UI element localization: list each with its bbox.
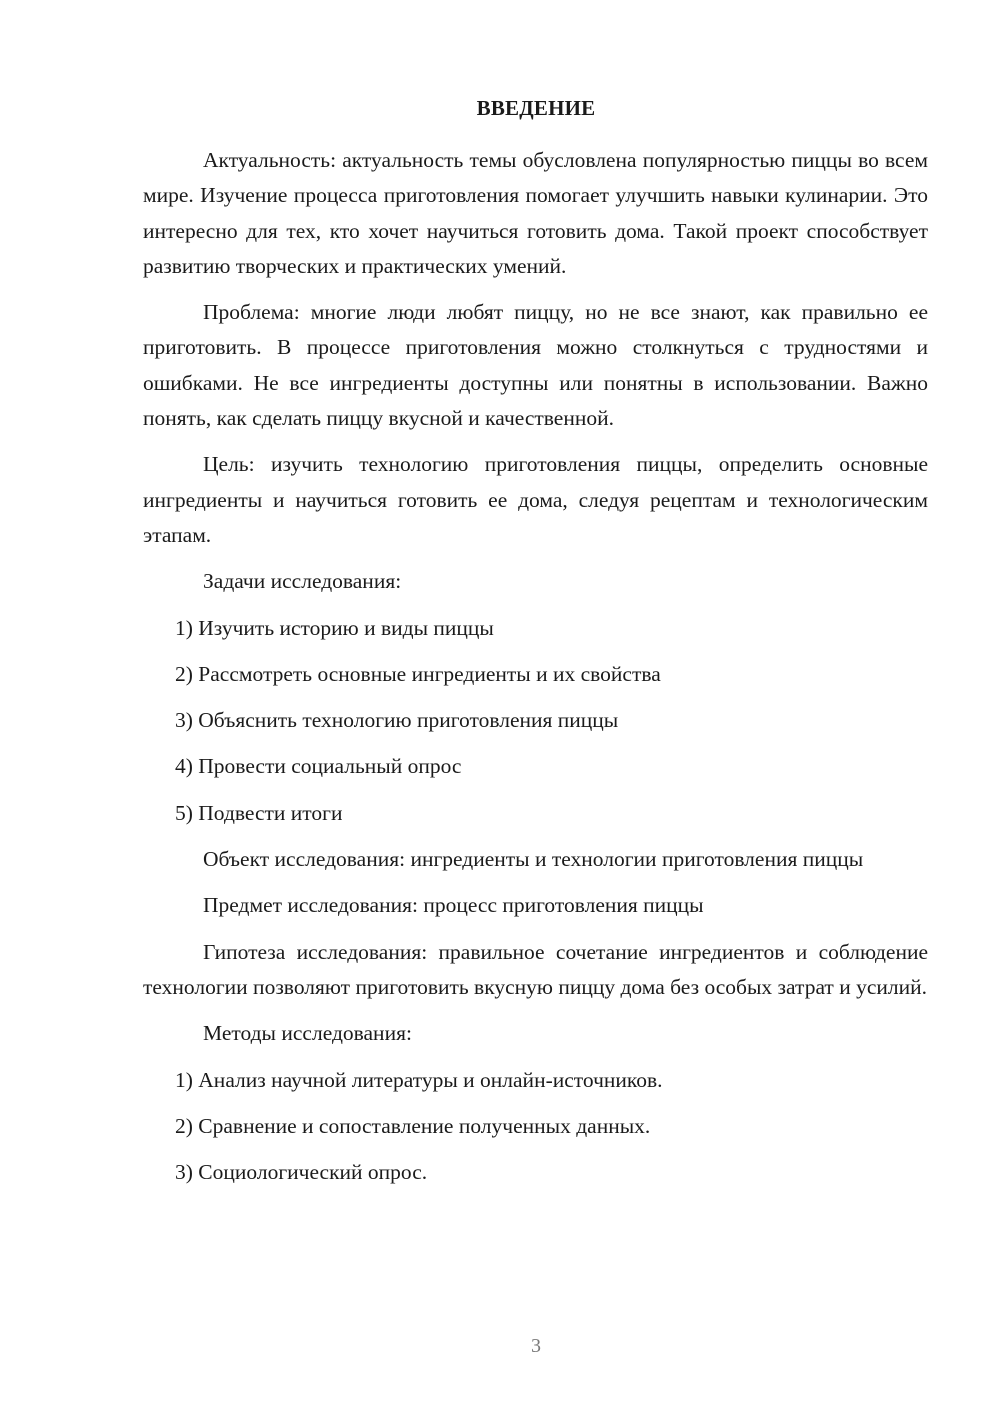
methods-label: Методы исследования: <box>203 1021 412 1046</box>
method-item-2: 2) Сравнение и сопоставление полученных данных. <box>175 1113 651 1138</box>
task-item-5: 5) Подвести итоги <box>175 800 343 825</box>
tasks-label: Задачи исследования: <box>203 569 402 594</box>
page-number: 3 <box>531 1335 541 1357</box>
task-item-2: 2) Рассмотреть основные ингредиенты и их свойства <box>175 661 661 686</box>
goal-paragraph: Цель: изучить технологию приготовления пиццы, определить основные ингредиенты и научиться готовить ее дома, следуя рецептам и технологическим этапам. <box>143 452 928 547</box>
object-paragraph: Объект исследования: ингредиенты и технологии приготовления пиццы <box>203 847 864 872</box>
method-item-3: 3) Социологический опрос. <box>175 1160 428 1185</box>
task-item-1: 1) Изучить историю и виды пиццы <box>175 615 494 640</box>
task-item-4: 4) Провести социальный опрос <box>175 754 462 779</box>
method-item-1: 1) Анализ научной литературы и онлайн-источников. <box>175 1067 663 1092</box>
task-item-3: 3) Объяснить технологию приготовления пиццы <box>175 708 619 733</box>
page-title: ВВЕДЕНИЕ <box>476 96 596 120</box>
document-body <box>143 143 928 1201</box>
relevance-paragraph: Актуальность: актуальность темы обусловлена популярностью пиццы во всем мире. Изучение процесса приготовления помогает улучшить навыки кулинарии. Это интересно для тех, кто хочет научиться готовить дома. Такой проект способствует развитию творческих и практических умений. <box>143 148 928 278</box>
subject-paragraph: Предмет исследования: процесс приготовления пиццы <box>203 893 704 918</box>
problem-paragraph: Проблема: многие люди любят пиццу, но не все знают, как правильно ее приготовить. В процессе приготовления можно столкнуться с трудностями и ошибками. Не все ингредиенты доступны или понятны в использовании. Важно понять, как сделать пиццу вкусной и качественной. <box>143 300 928 431</box>
hypothesis-paragraph: Гипотеза исследования: правильное сочетание ингредиентов и соблюдение технологии позволяют приготовить вкусную пиццу дома без особых затрат и усилий. <box>143 939 928 999</box>
